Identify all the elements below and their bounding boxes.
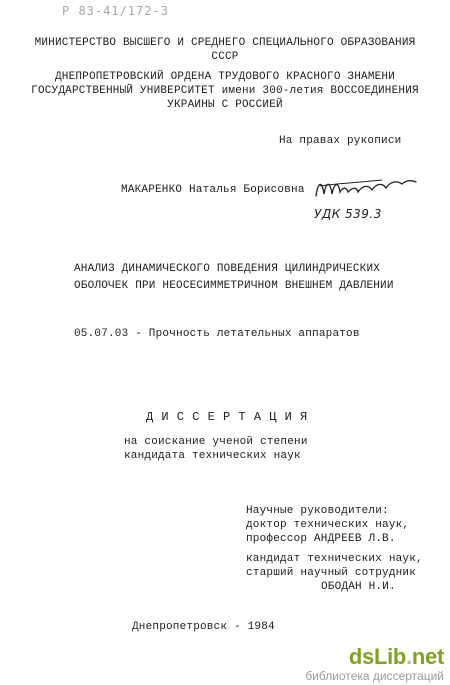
supervisor-2-line-2: старший научный сотрудник	[246, 567, 417, 579]
watermark-logo: dsLib.net	[348, 644, 444, 669]
university-line-1: ДНЕПРОПЕТРОВСКИЙ ОРДЕНА ТРУДОВОГО КРАСНОГО ЗНАМЕНИ	[54, 71, 396, 83]
archive-stamp: Р 83-41/172-3	[62, 4, 169, 18]
city-year: Днепропетровск - 1984	[132, 621, 275, 633]
title-line-1: АНАЛИЗ ДИНАМИЧЕСКОГО ПОВЕДЕНИЯ ЦИЛИНДРИЧЕСКИХ	[74, 263, 381, 275]
degree-line-1: на соискание ученой степени	[124, 436, 308, 448]
watermark-subtitle: библиотека диссертаций	[305, 669, 444, 683]
supervisor-1-line-2: профессор АНДРЕЕВ Л.В.	[246, 533, 396, 545]
site-watermark[interactable]	[305, 645, 444, 683]
specialty: 05.07.03 - Прочность летательных аппаратов	[74, 328, 360, 340]
ministry-line-1: МИНИСТЕРСТВО ВЫСШЕГО И СРЕДНЕГО СПЕЦИАЛЬНОГО ОБРАЗОВАНИЯ	[34, 37, 416, 49]
author-name: МАКАРЕНКО Наталья Борисовна	[121, 184, 305, 196]
supervisor-2-line-1: кандидат технических наук,	[246, 553, 423, 565]
degree-line-2: кандидата технических наук	[124, 450, 301, 462]
title-line-2: ОБОЛОЧЕК ПРИ НЕОСЕСИММЕТРИЧНОМ ВНЕШНЕМ ДАВЛЕНИИ	[74, 280, 394, 292]
doc-type: Д И С С Е Р Т А Ц И Я	[146, 410, 308, 424]
udk-code: УДК 539.3	[314, 207, 382, 221]
supervisors-heading: Научные руководители:	[246, 505, 389, 517]
supervisor-1-line-1: доктор технических наук,	[246, 519, 410, 531]
ministry-line-2: СССР	[211, 51, 239, 63]
supervisor-2-line-3: ОБОДАН Н.И.	[321, 581, 396, 593]
signature-icon	[312, 174, 420, 204]
rights-note: На правах рукописи	[279, 135, 402, 147]
university-line-2: ГОСУДАРСТВЕННЫЙ УНИВЕРСИТЕТ имени 300-летия ВОССОЕДИНЕНИЯ	[31, 85, 419, 97]
university-line-3: УКРАИНЫ С РОССИЕЙ	[167, 99, 283, 111]
